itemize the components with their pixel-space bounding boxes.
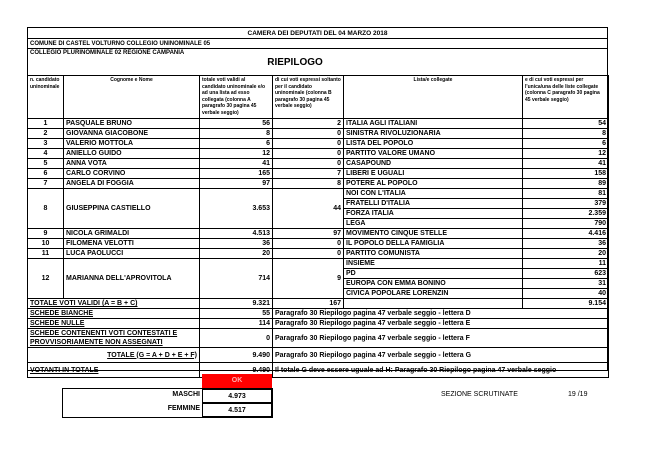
totals-a: 9.321	[200, 299, 273, 309]
list-name: PARTITO COMUNISTA	[344, 249, 523, 259]
candidate-only-votes: 8	[273, 179, 344, 189]
list-name: INSIEME	[344, 259, 523, 269]
page-number: 19 /19	[568, 391, 588, 398]
candidate-number: 11	[28, 249, 64, 259]
sezione-scrutinate-label: SEZIONE SCRUTINATE	[441, 391, 518, 398]
votanti-value: 9.490	[200, 363, 273, 378]
candidate-number: 1	[28, 119, 64, 129]
summary-note: Paragrafo 30 Riepilogo pagina 47 verbale seggio - lettera E	[273, 319, 609, 329]
summary-label: SCHEDE CONTENENTI VOTI CONTESTATI E PROVVISORIAMENTE NON ASSEGNATI	[28, 329, 200, 348]
list-name: LEGA	[344, 219, 523, 229]
list-votes: 623	[523, 269, 609, 279]
list-name: FORZA ITALIA	[344, 209, 523, 219]
candidate-only-votes: 0	[273, 129, 344, 139]
votanti-note: Il totale G deve essere uguale ad H: Paragrafo 30 Riepilogo pagina 47 verbale seggio	[273, 363, 609, 378]
list-name: CASAPOUND	[344, 159, 523, 169]
list-name: POTERE AL POPOLO	[344, 179, 523, 189]
col-header-name: Cognome e Nome	[64, 76, 200, 119]
list-votes: 2.359	[523, 209, 609, 219]
votanti-row	[28, 363, 609, 378]
candidate-number: 9	[28, 229, 64, 239]
col-header-totale: totale voti validi al candidato uninominale e/o ad una lista ad esso collegata (colonna A paragrafo 30 pagina 45 verbale seggio)	[200, 76, 273, 119]
list-name: MOVIMENTO CINQUE STELLE	[344, 229, 523, 239]
candidate-total-votes: 6	[200, 139, 273, 149]
summary-value: 0	[200, 329, 273, 348]
list-votes: 36	[523, 239, 609, 249]
candidate-name: ANGELA DI FOGGIA	[64, 179, 200, 189]
list-name: IL POPOLO DELLA FAMIGLIA	[344, 239, 523, 249]
col-header-lista: Lista/e collegate	[344, 76, 523, 119]
list-name: LISTA DEL POPOLO	[344, 139, 523, 149]
list-votes: 20	[523, 249, 609, 259]
check-ok-badge: OK	[202, 374, 272, 388]
list-votes: 158	[523, 169, 609, 179]
candidate-name: PASQUALE BRUNO	[64, 119, 200, 129]
list-name: CIVICA POPOLARE LORENZIN	[344, 289, 523, 299]
candidate-name: ANNA VOTA	[64, 159, 200, 169]
table-row	[28, 129, 609, 139]
col-header-solo: di cui voti espressi soltanto per il candidato uninominale (colonna B paragrafo 30 pagina 45 verbale seggio)	[273, 76, 344, 119]
list-name: LIBERI E UGUALI	[344, 169, 523, 179]
divider	[28, 48, 607, 49]
list-votes: 790	[523, 219, 609, 229]
candidate-only-votes: 0	[273, 249, 344, 259]
candidate-only-votes: 7	[273, 169, 344, 179]
table-row	[28, 249, 609, 259]
candidate-only-votes: 44	[273, 189, 344, 229]
table-row	[28, 169, 609, 179]
candidate-number: 12	[28, 259, 64, 299]
candidate-only-votes: 0	[273, 159, 344, 169]
table-row	[28, 159, 609, 169]
col-header-lista-voti: e di cui voti espressi per l'unica/una delle liste collegate (colonna C paragrafo 30 pagina 45 verbale seggio)	[523, 76, 609, 119]
list-votes: 8	[523, 129, 609, 139]
candidate-total-votes: 165	[200, 169, 273, 179]
page-title: CAMERA DEI DEPUTATI DEL 04 MARZO 2018	[247, 30, 388, 37]
candidate-total-votes: 97	[200, 179, 273, 189]
table-row	[28, 189, 609, 199]
riepilogo-heading: RIEPILOGO	[267, 57, 323, 68]
candidate-number: 3	[28, 139, 64, 149]
list-votes: 6	[523, 139, 609, 149]
list-name: PARTITO VALORE UMANO	[344, 149, 523, 159]
totals-c: 9.154	[523, 299, 609, 309]
list-votes: 11	[523, 259, 609, 269]
comune-label: COMUNE DI CASTEL VOLTURNO COLLEGIO UNINOMINALE 05	[30, 41, 211, 47]
votanti-label: VOTANTI IN TOTALE	[28, 363, 200, 378]
totals-b: 167	[273, 299, 344, 309]
results-table	[27, 75, 609, 378]
candidate-name: GIOVANNA GIACOBONE	[64, 129, 200, 139]
summary-note: Paragrafo 30 Riepilogo pagina 47 verbale seggio - lettera F	[273, 329, 609, 348]
candidate-number: 7	[28, 179, 64, 189]
candidate-only-votes: 0	[273, 139, 344, 149]
candidate-total-votes: 4.513	[200, 229, 273, 239]
candidate-name: ANIELLO GUIDO	[64, 149, 200, 159]
list-votes: 4.416	[523, 229, 609, 239]
summary-label: SCHEDE BIANCHE	[28, 309, 200, 319]
candidate-only-votes: 0	[273, 239, 344, 249]
candidate-name: MARIANNA DELL'APROVITOLA	[64, 259, 200, 299]
totals-row	[28, 299, 609, 309]
table-row	[28, 139, 609, 149]
candidate-number: 5	[28, 159, 64, 169]
table-body	[28, 119, 609, 299]
list-votes: 89	[523, 179, 609, 189]
candidate-total-votes: 3.653	[200, 189, 273, 229]
summary-label: TOTALE (G = A + D + E + F)	[28, 348, 200, 363]
list-name: ITALIA AGLI ITALIANI	[344, 119, 523, 129]
list-votes: 12	[523, 149, 609, 159]
list-votes: 40	[523, 289, 609, 299]
table-row	[28, 119, 609, 129]
candidate-only-votes: 0	[273, 149, 344, 159]
table-row	[28, 179, 609, 189]
candidate-number: 2	[28, 129, 64, 139]
candidate-only-votes: 2	[273, 119, 344, 129]
candidate-name: FILOMENA VELOTTI	[64, 239, 200, 249]
list-votes: 31	[523, 279, 609, 289]
candidate-only-votes: 9	[273, 259, 344, 299]
candidate-total-votes: 56	[200, 119, 273, 129]
summary-value: 55	[200, 309, 273, 319]
table-row	[28, 229, 609, 239]
table-row	[28, 149, 609, 159]
table-header-row	[28, 76, 609, 119]
femmine-value: 4.517	[202, 403, 272, 417]
candidate-number: 8	[28, 189, 64, 229]
summary-value: 114	[200, 319, 273, 329]
divider	[28, 38, 607, 39]
candidate-number: 4	[28, 149, 64, 159]
summary-row	[28, 348, 609, 363]
candidate-only-votes: 97	[273, 229, 344, 239]
list-votes: 54	[523, 119, 609, 129]
maschi-value: 4.973	[202, 389, 272, 403]
candidate-name: NICOLA GRIMALDI	[64, 229, 200, 239]
table-row	[28, 239, 609, 249]
candidate-total-votes: 36	[200, 239, 273, 249]
femmine-label: FEMMINE	[167, 405, 200, 412]
candidate-number: 6	[28, 169, 64, 179]
candidate-total-votes: 20	[200, 249, 273, 259]
list-votes: 41	[523, 159, 609, 169]
candidate-total-votes: 8	[200, 129, 273, 139]
candidate-name: LUCA PAOLUCCI	[64, 249, 200, 259]
list-name: PD	[344, 269, 523, 279]
candidate-name: GIUSEPPINA CASTIELLO	[64, 189, 200, 229]
list-name: EUROPA CON EMMA BONINO	[344, 279, 523, 289]
totals-label: TOTALE VOTI VALIDI (A = B + C)	[28, 299, 200, 309]
summary-row	[28, 319, 609, 329]
table-row	[28, 259, 609, 269]
candidate-name: VALERIO MOTTOLA	[64, 139, 200, 149]
candidate-name: CARLO CORVINO	[64, 169, 200, 179]
list-votes: 81	[523, 189, 609, 199]
summary-label: SCHEDE NULLE	[28, 319, 200, 329]
list-votes: 379	[523, 199, 609, 209]
summary-note: Paragrafo 30 Riepilogo pagina 47 verbale seggio - lettera D	[273, 309, 609, 319]
summary-note: Paragrafo 30 Riepilogo pagina 47 verbale seggio - lettera G	[273, 348, 609, 363]
col-header-num: n. candidato uninominale	[28, 76, 64, 119]
candidate-total-votes: 714	[200, 259, 273, 299]
list-name: FRATELLI D'ITALIA	[344, 199, 523, 209]
collegio-label: COLLEGIO PLURINOMINALE 02 REGIONE CAMPANIA	[30, 50, 185, 56]
list-name: NOI CON L'ITALIA	[344, 189, 523, 199]
summary-value: 9.490	[200, 348, 273, 363]
maschi-label: MASCHI	[172, 391, 200, 398]
summary-row	[28, 309, 609, 319]
summary-row	[28, 329, 609, 348]
candidate-total-votes: 41	[200, 159, 273, 169]
list-name: SINISTRA RIVOLUZIONARIA	[344, 129, 523, 139]
candidate-number: 10	[28, 239, 64, 249]
candidate-total-votes: 12	[200, 149, 273, 159]
